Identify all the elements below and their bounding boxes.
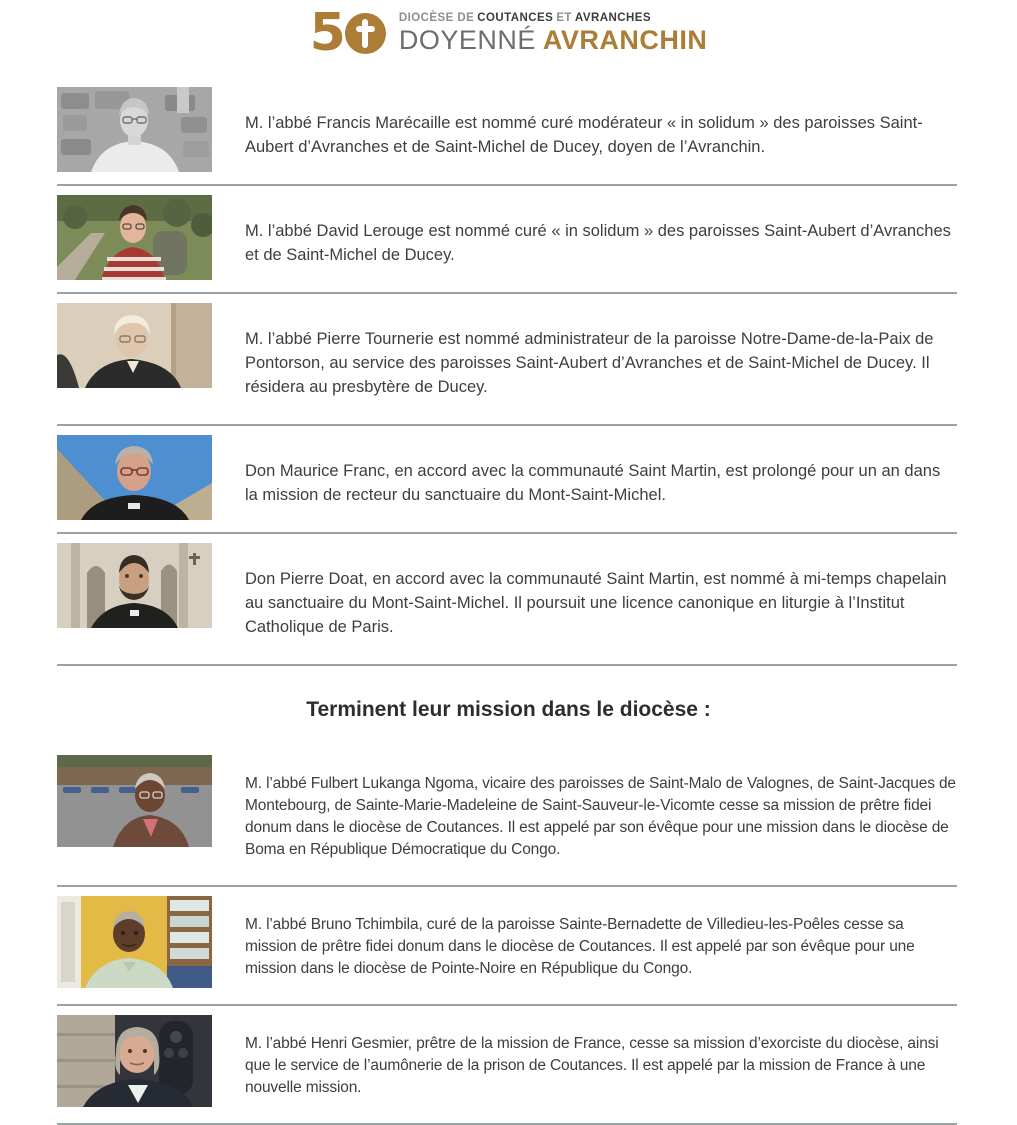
logo-zero-circle bbox=[345, 13, 386, 54]
photo-pierre-tournerie bbox=[57, 303, 212, 388]
entry-row-doat bbox=[57, 534, 957, 666]
entry-row-marecaille bbox=[57, 87, 957, 186]
entry-row-lukanga-ngoma bbox=[57, 746, 957, 887]
entry-text: M. l’abbé Fulbert Lukanga Ngoma, vicaire des paroisses de Saint-Malo de Valognes, de Saint-Jacques de Montebourg, de Sainte-Marie-Madeleine de Saint-Sauveur-le-Vicomte cesse sa mission de prêtre fidei donum dans le diocèse de Coutances. Il est appelé par son évêque pour une mission dans le diocèse de Boma en République Démocratique du Congo. bbox=[245, 774, 956, 858]
priest-photo-illustration bbox=[57, 435, 212, 520]
photo-maurice-franc bbox=[57, 435, 212, 520]
doyenne-label: DOYENNÉ bbox=[398, 24, 536, 55]
priest-photo-illustration bbox=[57, 87, 212, 172]
priest-photo-illustration bbox=[57, 303, 212, 388]
header-text bbox=[399, 12, 708, 55]
entry-text: M. l’abbé Francis Marécaille est nommé curé modérateur « in solidum » des paroisses Saint-Aubert d’Avranches et de Saint-Michel de Ducey, doyen de l’Avranchin. bbox=[245, 113, 923, 156]
latin-cross-icon bbox=[362, 19, 368, 48]
entry-row-franc bbox=[57, 426, 957, 534]
entry-text: M. l’abbé Henri Gesmier, prêtre de la mission de France, cesse sa mission d’exorciste du diocèse, ainsi que le service de l’aumônerie de la prison de Coutances. Il est appelé par la mission de France à une nouvelle mission. bbox=[245, 1034, 939, 1096]
section-heading: Terminent leur mission dans le diocèse : bbox=[306, 698, 711, 721]
entry-text: M. l’abbé Pierre Tournerie est nommé administrateur de la paroisse Notre-Dame-de-la-Paix de Pontorson, au service des paroisses Saint-Aubert d’Avranches et de Saint-Michel de Ducey. Il résidera au presbytère de Ducey. bbox=[245, 329, 934, 396]
entry-row-lerouge bbox=[57, 186, 957, 294]
photo-henri-gesmier bbox=[57, 1015, 212, 1107]
entry-row-tchimbila bbox=[57, 887, 957, 1006]
photo-fulbert-lukanga-ngoma bbox=[57, 755, 212, 847]
priest-photo-illustration bbox=[57, 543, 212, 628]
entry-row-tournerie bbox=[57, 294, 957, 426]
photo-francis-marecaille bbox=[57, 87, 212, 172]
priest-photo-illustration bbox=[57, 755, 212, 847]
entry-text: M. l’abbé Bruno Tchimbila, curé de la paroisse Sainte-Bernadette de Villedieu-les-Poêles cesse sa mission de prêtre fidei donum dans le diocèse de Coutances. Il est appelé par son évêque pour une mission dans le diocèse de Pointe-Noire en République du Congo. bbox=[245, 915, 915, 977]
photo-pierre-doat bbox=[57, 543, 212, 628]
diocese-header bbox=[0, 0, 1017, 63]
latin-cross-icon bbox=[356, 26, 375, 32]
entry-text: M. l’abbé David Lerouge est nommé curé « in solidum » des paroisses Saint-Aubert d’Avranches et de Saint-Michel de Ducey. bbox=[245, 221, 951, 264]
announcement-list bbox=[0, 87, 1017, 1125]
anniversary-50-logo bbox=[309, 3, 386, 63]
diocese-conj: ET bbox=[556, 11, 572, 24]
doyenne-name: AVRANCHIN bbox=[542, 24, 708, 55]
entry-text: Don Maurice Franc, en accord avec la communauté Saint Martin, est prolongé pour un an dans la mission de recteur du sanctuaire du Mont-Saint-Michel. bbox=[245, 461, 941, 504]
photo-david-lerouge bbox=[57, 195, 212, 280]
priest-photo-illustration bbox=[57, 1015, 212, 1107]
diocese-prefix: DIOCÈSE DE bbox=[398, 11, 475, 24]
diocese-name-coutances: COUTANCES bbox=[477, 11, 554, 24]
doyenne-line bbox=[399, 25, 708, 55]
photo-bruno-tchimbila bbox=[57, 896, 212, 988]
priest-photo-illustration bbox=[57, 195, 212, 280]
logo-digit-five: 5 bbox=[309, 3, 343, 63]
diocese-name-avranches: AVRANCHES bbox=[574, 11, 651, 24]
entry-row-gesmier bbox=[57, 1006, 957, 1125]
entry-text: Don Pierre Doat, en accord avec la communauté Saint Martin, est nommé à mi-temps chapelain au sanctuaire du Mont-Saint-Michel. Il poursuit une licence canonique en liturgie à l’Institut Catholique de Paris. bbox=[245, 569, 947, 636]
diocese-name-line bbox=[399, 12, 708, 24]
priest-photo-illustration bbox=[57, 896, 212, 988]
